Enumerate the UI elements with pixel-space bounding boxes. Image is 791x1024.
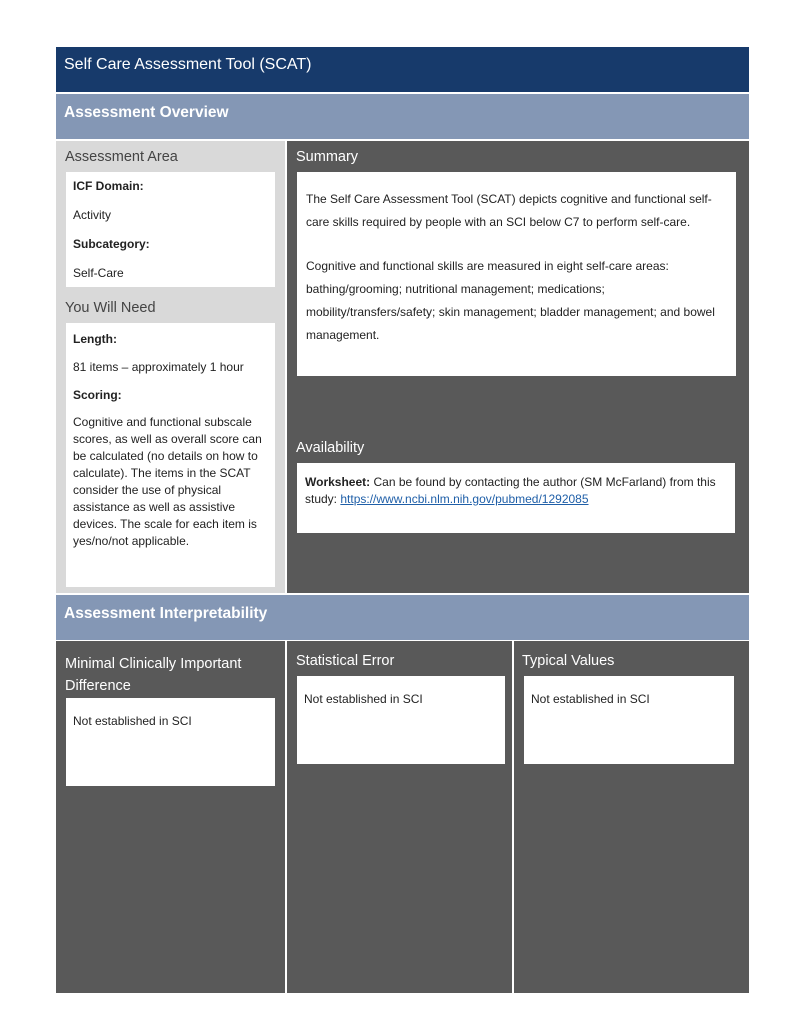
scoring-label: Scoring: xyxy=(73,388,122,402)
assessment-area-label: Assessment Area xyxy=(65,149,178,165)
mcid-value: Not established in SCI xyxy=(73,714,192,728)
statistical-error-value: Not established in SCI xyxy=(304,692,423,706)
availability-label: Availability xyxy=(296,440,365,456)
summary-box xyxy=(297,172,736,376)
scoring-value: Cognitive and functional subscale scores, as well as overall score can be calculated (no details on how to calculate). The items in the SCAT consider the use of physical assistance as well as assistive devices. The scale for each item is yes/no/not applicable. xyxy=(73,415,262,548)
summary-paragraph-1: The Self Care Assessment Tool (SCAT) depicts cognitive and functional self-care skills required by people with an SCI below C7 to perform self-care. xyxy=(306,192,712,229)
worksheet-label: Worksheet: xyxy=(305,475,371,489)
icf-domain-value: Activity xyxy=(73,208,112,222)
summary-label: Summary xyxy=(296,149,359,165)
length-value: 81 items – approximately 1 hour xyxy=(73,360,244,374)
subcategory-value: Self-Care xyxy=(73,266,124,280)
statistical-error-box xyxy=(297,676,505,764)
length-label: Length: xyxy=(73,332,117,346)
statistical-error-label: Statistical Error xyxy=(296,653,395,669)
typical-values-value: Not established in SCI xyxy=(531,692,650,706)
typical-values-label: Typical Values xyxy=(522,653,615,669)
document-title: Self Care Assessment Tool (SCAT) xyxy=(56,47,749,92)
mcid-box xyxy=(66,698,275,786)
subcategory-label: Subcategory: xyxy=(73,237,150,251)
overview-heading: Assessment Overview xyxy=(56,94,749,139)
icf-domain-label: ICF Domain: xyxy=(73,179,144,193)
you-will-need-label: You Will Need xyxy=(65,300,156,316)
availability-box xyxy=(297,463,735,533)
pubmed-link[interactable]: https://www.ncbi.nlm.nih.gov/pubmed/1292085 xyxy=(340,492,589,506)
you-will-need-box xyxy=(66,323,275,587)
typical-values-box xyxy=(524,676,734,764)
interpretability-heading: Assessment Interpretability xyxy=(56,595,749,640)
summary-paragraph-2: Cognitive and functional skills are measured in eight self-care areas: bathing/grooming; nutritional management; medications; mobility/transfers/safety; skin management; bladder management; and bowel management. xyxy=(306,259,715,342)
worksheet-text: Can be found by contacting the author (SM McFarland) from this study: xyxy=(305,475,716,506)
mcid-label: Minimal Clinically Important Difference xyxy=(65,656,242,694)
assessment-area-box xyxy=(66,172,275,287)
